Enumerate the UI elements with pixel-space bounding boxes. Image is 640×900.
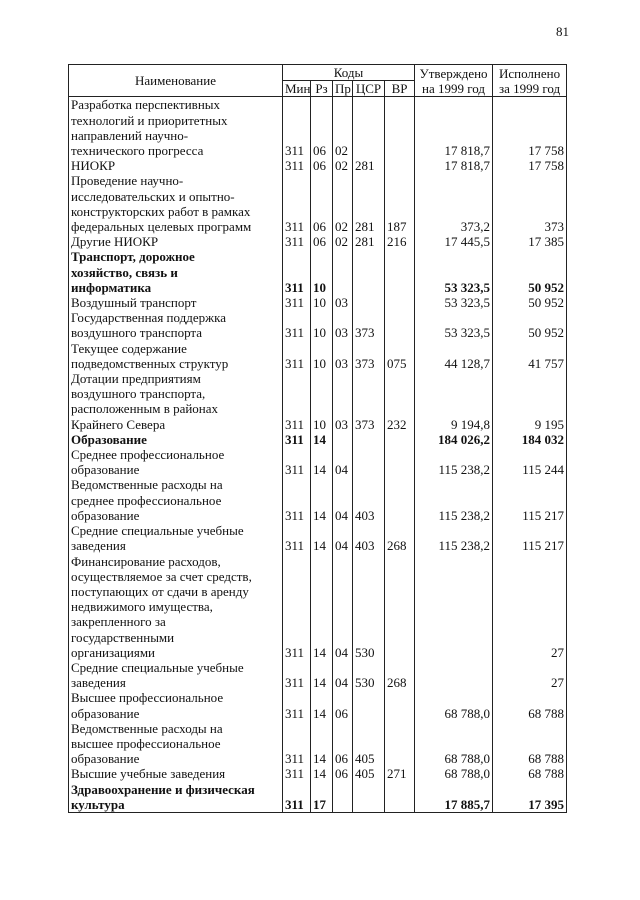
- row-name: [69, 295, 283, 310]
- row-name-line: Проведение научно-: [71, 173, 184, 189]
- cell-pr: 04: [333, 523, 353, 553]
- table-row: [69, 447, 567, 477]
- cell-approved: 53 323,5: [415, 249, 493, 295]
- cell-executed: 17 385: [493, 234, 567, 249]
- row-name: [69, 523, 283, 553]
- cell-rz: 10: [311, 310, 333, 340]
- cell-executed: 115 217: [493, 523, 567, 553]
- cell-vr: [385, 554, 415, 660]
- cell-csr: 281: [353, 158, 385, 173]
- cell-rz: 10: [311, 341, 333, 371]
- cell-vr: [385, 310, 415, 340]
- cell-approved: 373,2: [415, 173, 493, 234]
- cell-executed: 68 788: [493, 721, 567, 767]
- row-name-line: среднее профессиональное: [71, 492, 222, 508]
- cell-min: 311: [283, 295, 311, 310]
- cell-csr: [353, 97, 385, 158]
- row-name: [69, 477, 283, 523]
- cell-csr: 373: [353, 310, 385, 340]
- table-row: [69, 234, 567, 249]
- cell-pr: [333, 249, 353, 295]
- header-executed-line1: Исполнено: [498, 65, 561, 81]
- cell-approved: 17 445,5: [415, 234, 493, 249]
- cell-min: 311: [283, 477, 311, 523]
- table-row: [69, 249, 567, 295]
- table-row: [69, 690, 567, 720]
- header-pr: Пр: [333, 81, 353, 97]
- cell-min: 311: [283, 782, 311, 813]
- cell-vr: [385, 249, 415, 295]
- row-name-line: государственными: [71, 629, 175, 645]
- cell-rz: 17: [311, 782, 333, 813]
- table-row: [69, 554, 567, 660]
- row-name-line: организациями: [71, 644, 155, 660]
- row-name: [69, 158, 283, 173]
- row-name: [69, 447, 283, 477]
- row-name: [69, 766, 283, 781]
- cell-vr: 268: [385, 523, 415, 553]
- row-name: [69, 660, 283, 690]
- cell-csr: 530: [353, 660, 385, 690]
- row-name-line: федеральных целевых программ: [71, 219, 252, 235]
- cell-min: 311: [283, 554, 311, 660]
- row-name-line: образование: [71, 751, 140, 767]
- table-row: [69, 782, 567, 813]
- cell-executed: 68 788: [493, 766, 567, 781]
- cell-min: 311: [283, 341, 311, 371]
- cell-approved: 184 026,2: [415, 432, 493, 447]
- cell-executed: 17 758: [493, 158, 567, 173]
- cell-csr: [353, 447, 385, 477]
- row-name-line: Транспорт, дорожное: [71, 249, 195, 265]
- cell-rz: 06: [311, 158, 333, 173]
- cell-csr: 405: [353, 766, 385, 781]
- row-name: [69, 341, 283, 371]
- row-name-line: поступающих от сдачи в аренду: [71, 583, 249, 599]
- cell-pr: 02: [333, 234, 353, 249]
- cell-pr: 03: [333, 341, 353, 371]
- row-name-line: Средние специальные учебные: [71, 523, 244, 539]
- header-csr: ЦСР: [353, 81, 385, 97]
- cell-rz: 14: [311, 766, 333, 781]
- row-name-line: хозяйство, связь и: [71, 264, 178, 280]
- row-name-line: воздушного транспорта: [71, 325, 203, 341]
- table-row: [69, 341, 567, 371]
- cell-csr: [353, 249, 385, 295]
- cell-pr: 02: [333, 158, 353, 173]
- cell-executed: 115 244: [493, 447, 567, 477]
- row-name-line: информатика: [71, 279, 152, 295]
- table-row: [69, 158, 567, 173]
- cell-approved: 115 238,2: [415, 477, 493, 523]
- cell-min: 311: [283, 447, 311, 477]
- cell-pr: 04: [333, 447, 353, 477]
- row-name: [69, 782, 283, 813]
- table-body: [69, 97, 567, 813]
- row-name-line: Другие НИОКР: [71, 234, 159, 250]
- cell-executed: 41 757: [493, 341, 567, 371]
- cell-rz: 14: [311, 721, 333, 767]
- row-name-line: образование: [71, 705, 140, 721]
- row-name-line: Разработка перспективных: [71, 97, 221, 113]
- table-row: [69, 432, 567, 447]
- cell-rz: 14: [311, 447, 333, 477]
- cell-vr: [385, 477, 415, 523]
- header-codes: Коды: [283, 65, 415, 81]
- cell-min: 311: [283, 371, 311, 432]
- cell-rz: 14: [311, 660, 333, 690]
- row-name: [69, 310, 283, 340]
- cell-csr: 530: [353, 554, 385, 660]
- cell-rz: 06: [311, 173, 333, 234]
- table-row: [69, 721, 567, 767]
- cell-rz: 14: [311, 690, 333, 720]
- cell-min: 311: [283, 234, 311, 249]
- row-name-line: конструкторских работ в рамках: [71, 203, 251, 219]
- cell-pr: 03: [333, 310, 353, 340]
- cell-approved: 53 323,5: [415, 295, 493, 310]
- cell-rz: 14: [311, 477, 333, 523]
- cell-min: 311: [283, 249, 311, 295]
- header-executed-line2: за 1999 год: [498, 80, 561, 96]
- cell-min: 311: [283, 173, 311, 234]
- row-name-line: заведения: [71, 675, 126, 691]
- row-name-line: образование: [71, 507, 140, 523]
- cell-pr: 06: [333, 721, 353, 767]
- table-row: [69, 660, 567, 690]
- cell-csr: 403: [353, 477, 385, 523]
- cell-min: 311: [283, 97, 311, 158]
- row-name-line: технологий и приоритетных: [71, 112, 228, 128]
- cell-executed: 50 952: [493, 249, 567, 295]
- cell-csr: 403: [353, 523, 385, 553]
- cell-rz: 10: [311, 295, 333, 310]
- row-name-line: Ведомственные расходы на: [71, 477, 223, 493]
- cell-vr: 232: [385, 371, 415, 432]
- row-name-line: заведения: [71, 538, 126, 554]
- row-name: [69, 249, 283, 295]
- cell-rz: 06: [311, 234, 333, 249]
- cell-min: 311: [283, 690, 311, 720]
- cell-vr: [385, 97, 415, 158]
- header-approved-line1: Утверждено: [419, 65, 488, 81]
- cell-csr: [353, 432, 385, 447]
- cell-approved: [415, 554, 493, 660]
- row-name-line: воздушного транспорта,: [71, 386, 206, 402]
- cell-pr: [333, 432, 353, 447]
- row-name: [69, 721, 283, 767]
- row-name-line: образование: [71, 462, 140, 478]
- cell-pr: 04: [333, 660, 353, 690]
- row-name-line: Высшие учебные заведения: [71, 766, 226, 782]
- cell-approved: 53 323,5: [415, 310, 493, 340]
- row-name-line: Ведомственные расходы на: [71, 720, 223, 736]
- row-name-line: Среднее профессиональное: [71, 447, 225, 463]
- cell-approved: 68 788,0: [415, 690, 493, 720]
- cell-min: 311: [283, 766, 311, 781]
- cell-vr: 268: [385, 660, 415, 690]
- header-rz: Рз: [311, 81, 333, 97]
- cell-vr: 187: [385, 173, 415, 234]
- cell-executed: 17 758: [493, 97, 567, 158]
- cell-min: 311: [283, 523, 311, 553]
- cell-vr: [385, 295, 415, 310]
- cell-csr: 373: [353, 371, 385, 432]
- cell-approved: 9 194,8: [415, 371, 493, 432]
- cell-min: 311: [283, 432, 311, 447]
- cell-pr: 04: [333, 554, 353, 660]
- cell-csr: 405: [353, 721, 385, 767]
- cell-rz: 10: [311, 249, 333, 295]
- cell-approved: 44 128,7: [415, 341, 493, 371]
- cell-executed: 50 952: [493, 310, 567, 340]
- cell-executed: 50 952: [493, 295, 567, 310]
- cell-pr: 02: [333, 173, 353, 234]
- row-name-line: исследовательских и опытно-: [71, 188, 235, 204]
- cell-executed: 27: [493, 554, 567, 660]
- cell-executed: 184 032: [493, 432, 567, 447]
- row-name-line: Высшее профессиональное: [71, 690, 224, 706]
- cell-pr: 02: [333, 97, 353, 158]
- cell-rz: 14: [311, 554, 333, 660]
- row-name-line: высшее профессиональное: [71, 735, 221, 751]
- header-name: Наименование: [69, 65, 283, 97]
- row-name-line: расположенным в районах: [71, 401, 219, 417]
- table-header: [69, 65, 567, 97]
- row-name-line: Текущее содержание: [71, 340, 187, 356]
- cell-vr: 075: [385, 341, 415, 371]
- cell-csr: 281: [353, 234, 385, 249]
- cell-pr: 04: [333, 477, 353, 523]
- cell-approved: 115 238,2: [415, 447, 493, 477]
- row-name-line: культура: [71, 796, 125, 812]
- row-name: [69, 690, 283, 720]
- cell-vr: [385, 432, 415, 447]
- cell-min: 311: [283, 721, 311, 767]
- row-name: [69, 173, 283, 234]
- row-name-line: Воздушный транспорт: [71, 295, 197, 311]
- header-vr: ВР: [385, 81, 415, 97]
- cell-pr: 06: [333, 690, 353, 720]
- cell-min: 311: [283, 660, 311, 690]
- cell-rz: 06: [311, 97, 333, 158]
- cell-approved: 17 818,7: [415, 97, 493, 158]
- row-name-line: технического прогресса: [71, 143, 204, 159]
- header-min: Мин: [283, 81, 311, 97]
- cell-vr: [385, 782, 415, 813]
- cell-approved: 68 788,0: [415, 766, 493, 781]
- header-approved: [415, 65, 493, 97]
- cell-pr: 06: [333, 766, 353, 781]
- cell-csr: [353, 295, 385, 310]
- cell-executed: 68 788: [493, 690, 567, 720]
- cell-csr: 281: [353, 173, 385, 234]
- cell-rz: 14: [311, 432, 333, 447]
- row-name-line: Средние специальные учебные: [71, 659, 244, 675]
- table-row: [69, 295, 567, 310]
- cell-executed: 27: [493, 660, 567, 690]
- row-name-line: НИОКР: [71, 158, 116, 174]
- row-name: [69, 234, 283, 249]
- cell-executed: 373: [493, 173, 567, 234]
- cell-approved: 115 238,2: [415, 523, 493, 553]
- cell-csr: [353, 690, 385, 720]
- table-row: [69, 97, 567, 158]
- cell-approved: 17 885,7: [415, 782, 493, 813]
- row-name: [69, 97, 283, 158]
- cell-executed: 9 195: [493, 371, 567, 432]
- table-row: [69, 173, 567, 234]
- row-name-line: закрепленного за: [71, 614, 166, 630]
- budget-table: [68, 64, 567, 813]
- cell-executed: 17 395: [493, 782, 567, 813]
- table-row: [69, 310, 567, 340]
- table-row: [69, 766, 567, 781]
- cell-min: 311: [283, 158, 311, 173]
- cell-vr: [385, 447, 415, 477]
- cell-vr: [385, 721, 415, 767]
- table-row: [69, 523, 567, 553]
- cell-executed: 115 217: [493, 477, 567, 523]
- cell-csr: [353, 782, 385, 813]
- row-name: [69, 432, 283, 447]
- table-row: [69, 477, 567, 523]
- row-name-line: Финансирование расходов,: [71, 553, 221, 569]
- cell-approved: 68 788,0: [415, 721, 493, 767]
- cell-vr: [385, 690, 415, 720]
- page-number: 81: [556, 24, 569, 39]
- row-name-line: Образование: [71, 431, 147, 447]
- header-approved-line2: на 1999 год: [422, 80, 486, 96]
- cell-vr: 271: [385, 766, 415, 781]
- cell-min: 311: [283, 310, 311, 340]
- cell-pr: [333, 782, 353, 813]
- cell-vr: [385, 158, 415, 173]
- row-name-line: Крайнего Севера: [71, 416, 166, 432]
- cell-pr: 03: [333, 371, 353, 432]
- row-name: [69, 371, 283, 432]
- row-name-line: Государственная поддержка: [71, 310, 227, 326]
- header-executed: [493, 65, 567, 97]
- cell-rz: 14: [311, 523, 333, 553]
- row-name: [69, 554, 283, 660]
- cell-rz: 10: [311, 371, 333, 432]
- row-name-line: недвижимого имущества,: [71, 599, 213, 615]
- cell-pr: 03: [333, 295, 353, 310]
- cell-approved: 17 818,7: [415, 158, 493, 173]
- row-name-line: Дотации предприятиям: [71, 371, 201, 387]
- table-row: [69, 371, 567, 432]
- cell-approved: [415, 660, 493, 690]
- row-name-line: Здравоохранение и физическая: [71, 781, 255, 797]
- row-name-line: осуществляемое за счет средств,: [71, 568, 252, 584]
- row-name-line: подведомственных структур: [71, 355, 229, 371]
- cell-csr: 373: [353, 341, 385, 371]
- row-name-line: направлений научно-: [71, 127, 189, 143]
- cell-vr: 216: [385, 234, 415, 249]
